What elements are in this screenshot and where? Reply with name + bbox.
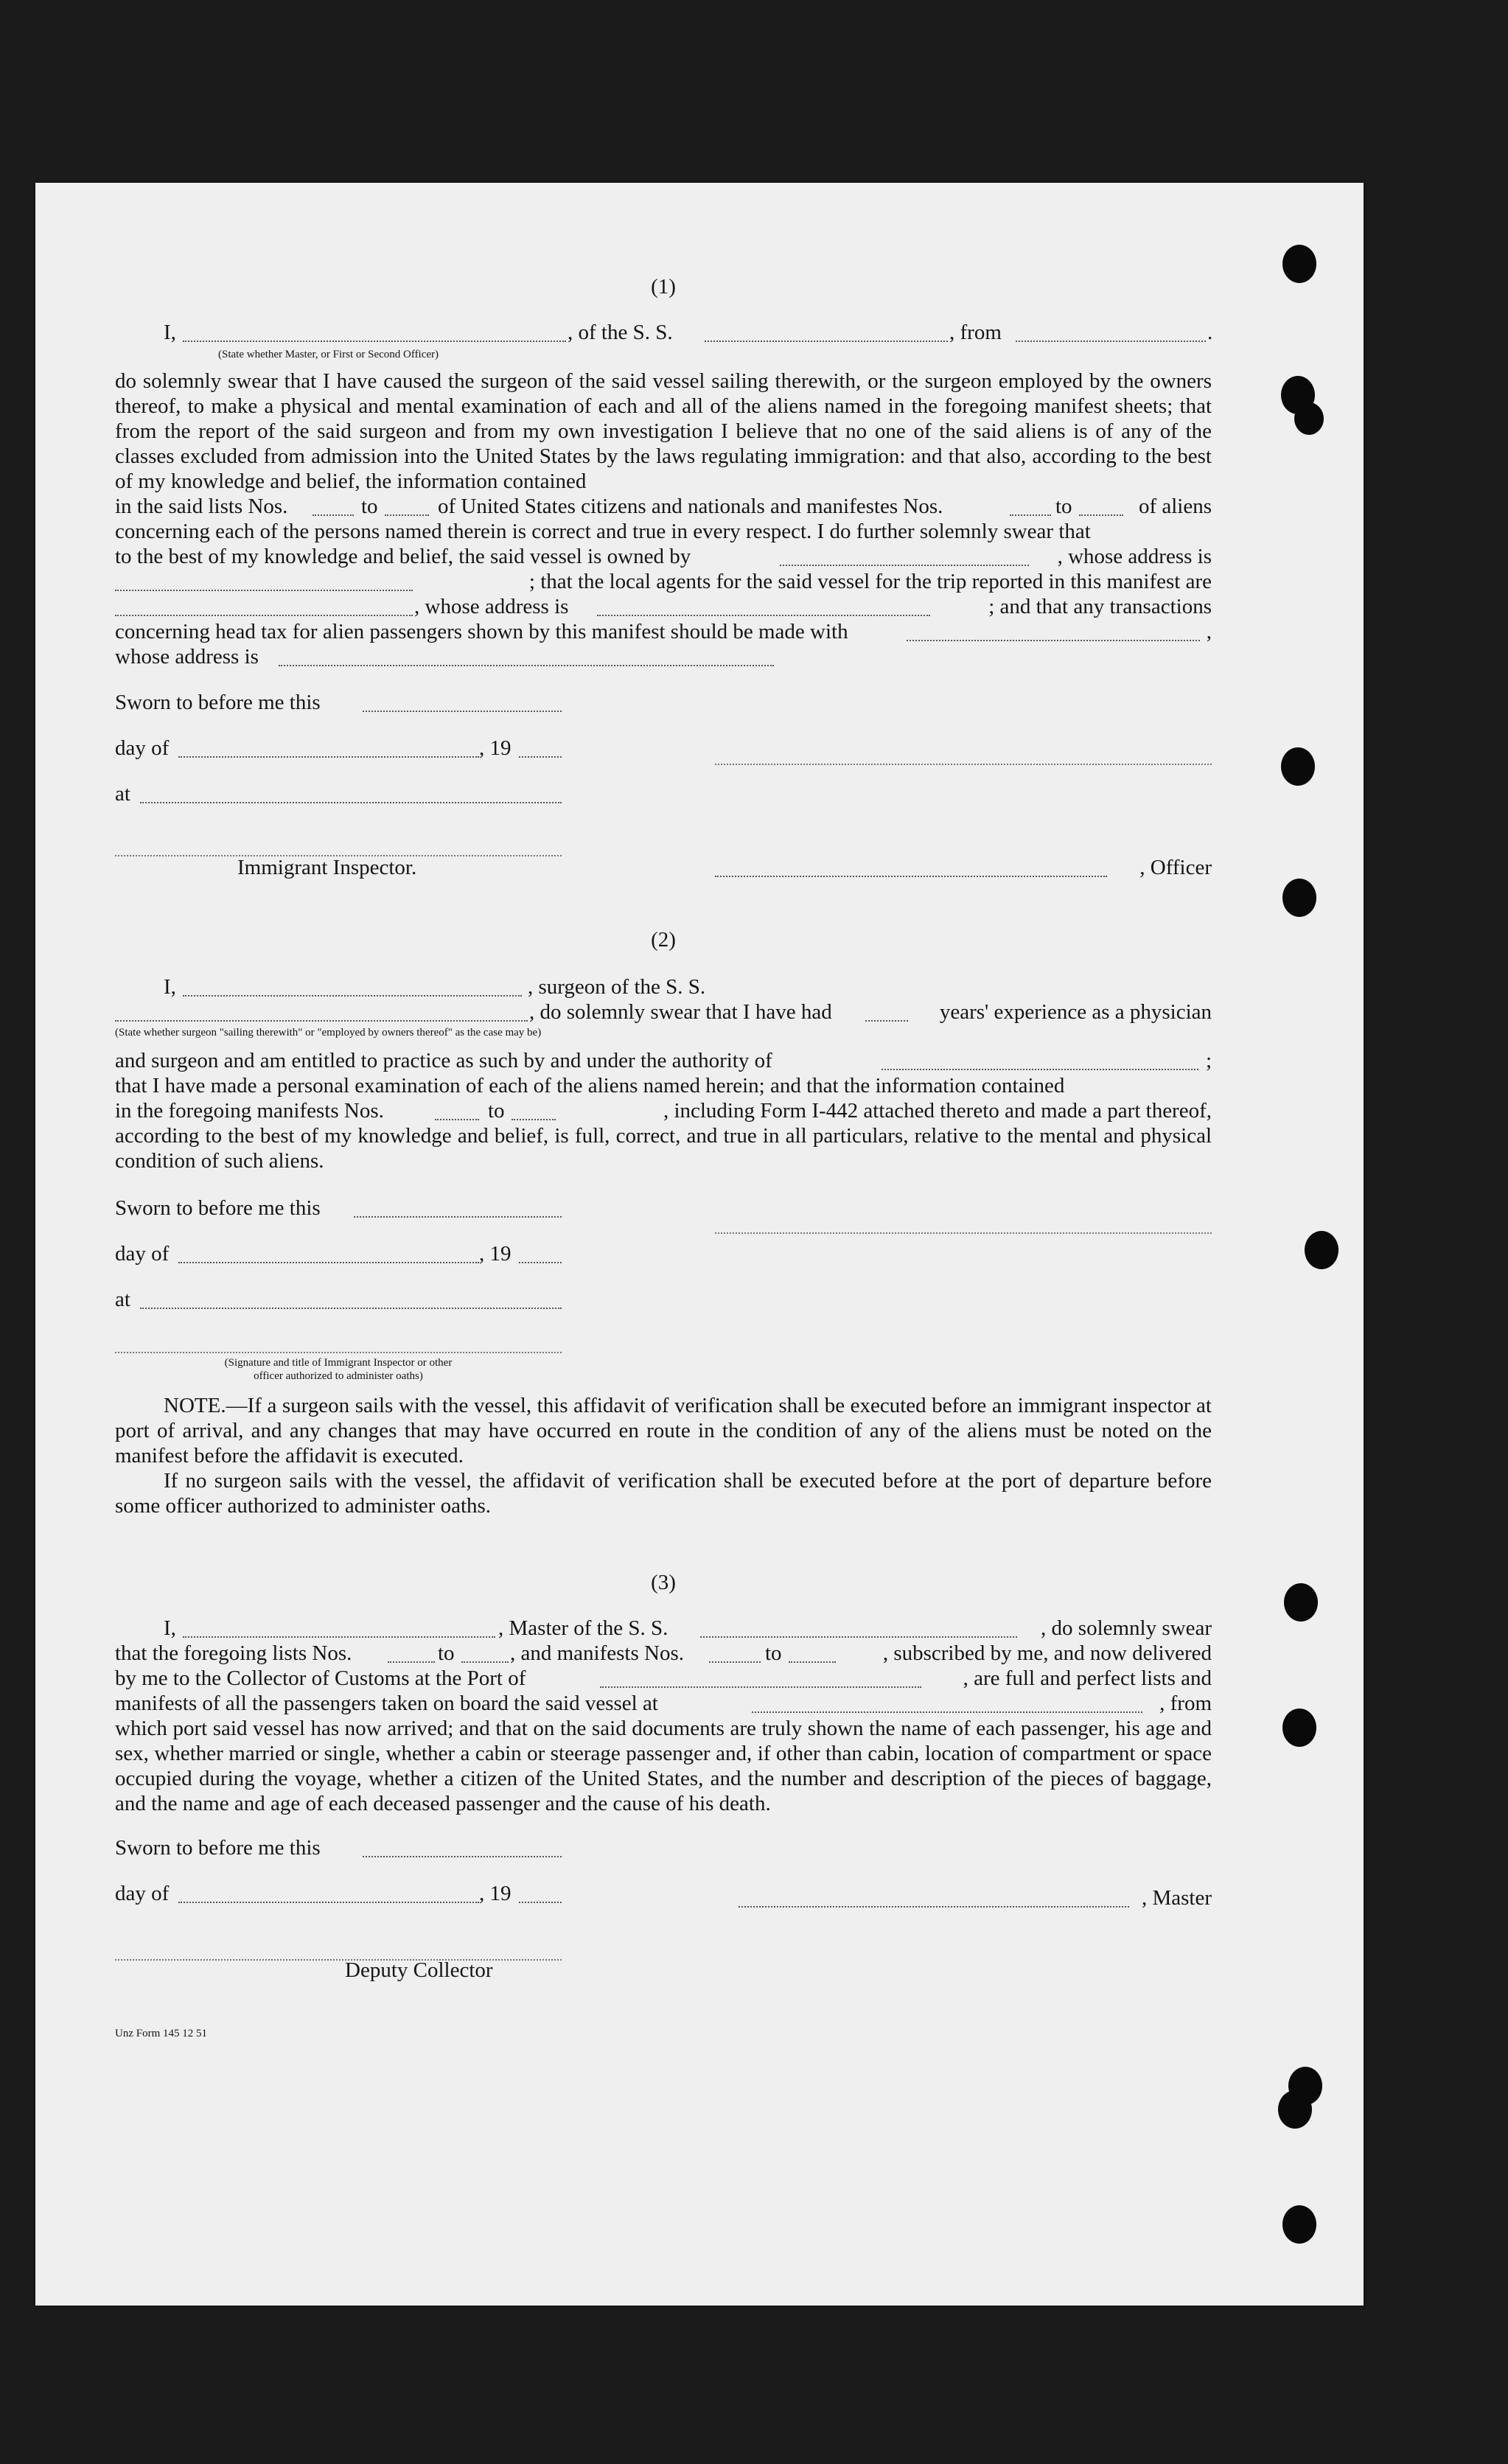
sworn-date-field[interactable] bbox=[354, 1198, 562, 1218]
owner-address-field[interactable] bbox=[115, 572, 413, 591]
text-in-lists: in the said lists Nos. bbox=[115, 495, 288, 518]
text-owned-by: to the best of my knowledge and belief, the said vessel is owned by bbox=[115, 545, 691, 568]
text-including: , including Form I-442 attached thereto and made a part thereof, bbox=[663, 1099, 1212, 1123]
list-from-field[interactable] bbox=[313, 497, 354, 516]
form-number: Unz Form 145 12 51 bbox=[115, 2028, 207, 2039]
vessel-name-field[interactable] bbox=[700, 1619, 1017, 1638]
master-name-field[interactable] bbox=[183, 1619, 495, 1638]
officer-signature-line[interactable] bbox=[715, 764, 1212, 765]
sworn-date-field[interactable] bbox=[363, 693, 562, 712]
punch-hole bbox=[1305, 1231, 1338, 1269]
month-field[interactable] bbox=[178, 1884, 479, 1903]
semicolon: ; bbox=[1205, 1049, 1212, 1072]
text-swear-had: , do solemnly swear that I have had bbox=[529, 1000, 832, 1024]
contact-address-field[interactable] bbox=[279, 647, 774, 666]
text-solemnly: , do solemnly swear bbox=[1041, 1616, 1212, 1640]
year-field[interactable] bbox=[519, 739, 562, 758]
period: . bbox=[1207, 321, 1213, 344]
text-by-me: by me to the Collector of Customs at the Port of bbox=[115, 1666, 526, 1690]
section-1-number: (1) bbox=[651, 275, 676, 299]
section-3-body: which port said vessel has now arrived; and that on the said documents are truly shown the name of each passenger, his age and sex, whether married or single, whether a cabin or steerage passenger and, if other than cabin, location of compartment or space occupied during the voyage, whether a citizen of the United States, and the number and description of the pieces of baggage, and the name and age of each deceased passenger and the cause of his death. bbox=[115, 1717, 1212, 1815]
collector-signature-line[interactable] bbox=[115, 1959, 562, 1961]
text-sworn: Sworn to before me this bbox=[115, 1196, 321, 1220]
surgeon-vessel-field[interactable] bbox=[115, 1002, 528, 1022]
agents-field[interactable] bbox=[115, 597, 413, 616]
year-field[interactable] bbox=[519, 1884, 562, 1903]
punch-hole bbox=[1281, 747, 1315, 786]
text-at: at bbox=[115, 1288, 130, 1311]
from-port-field[interactable] bbox=[1016, 323, 1206, 342]
no-surgeon-paragraph: If no surgeon sails with the vessel, the affidavit of verification shall be executed before at the port of departure before some officer authorized to administer oaths. bbox=[115, 1469, 1212, 1518]
text-full-perfect: , are full and perfect lists and bbox=[963, 1666, 1212, 1690]
text-to: to bbox=[488, 1099, 505, 1123]
signature-note-1: (Signature and title of Immigrant Inspector or other bbox=[224, 1357, 453, 1369]
comma: , bbox=[1206, 620, 1212, 643]
text-of-ss: , of the S. S. bbox=[568, 321, 673, 344]
manifest-from-field[interactable] bbox=[435, 1101, 479, 1120]
owner-field[interactable] bbox=[780, 547, 1029, 566]
text-i: I, bbox=[164, 975, 176, 999]
text-whose-address: whose address is bbox=[115, 645, 259, 669]
list-to-field[interactable] bbox=[461, 1644, 509, 1663]
manifest-to-field[interactable] bbox=[1079, 497, 1123, 516]
text-master-of: , Master of the S. S. bbox=[498, 1616, 669, 1640]
punch-hole bbox=[1284, 1583, 1318, 1622]
sworn-date-field[interactable] bbox=[363, 1838, 562, 1857]
officer-rank-field[interactable] bbox=[183, 323, 566, 342]
port-field[interactable] bbox=[600, 1669, 921, 1688]
punch-hole bbox=[1282, 1709, 1316, 1747]
head-tax-contact-field[interactable] bbox=[907, 622, 1200, 641]
text-year-prefix: , 19 bbox=[479, 1242, 512, 1266]
text-manifests-all: manifests of all the passengers taken on board the said vessel at bbox=[115, 1692, 658, 1715]
section-2-number: (2) bbox=[651, 928, 676, 952]
month-field[interactable] bbox=[178, 739, 479, 758]
text-to: to bbox=[438, 1641, 455, 1665]
text-whose-address: , whose address is bbox=[1057, 545, 1212, 568]
text-local-agents: ; that the local agents for the said vessel for the trip reported in this manifest are bbox=[528, 570, 1212, 593]
form-sheet bbox=[35, 183, 1364, 2306]
text-to: to bbox=[361, 495, 378, 518]
text-of-us: of United States citizens and nationals and manifestes Nos. bbox=[438, 495, 943, 518]
officer-signature-line[interactable] bbox=[115, 1352, 562, 1353]
text-whose-address: , whose address is bbox=[414, 595, 569, 618]
vessel-name-field[interactable] bbox=[705, 323, 948, 342]
surgeon-signature-line[interactable] bbox=[715, 1232, 1212, 1234]
text-immigrant-inspector: Immigrant Inspector. bbox=[237, 856, 417, 879]
text-sworn: Sworn to before me this bbox=[115, 1836, 321, 1860]
text-deputy-collector: Deputy Collector bbox=[345, 1958, 493, 1982]
years-field[interactable] bbox=[865, 1002, 908, 1022]
text-day-of: day of bbox=[115, 1242, 170, 1266]
manifest-from-field[interactable] bbox=[709, 1644, 761, 1663]
text-authority: and surgeon and am entitled to practice as such by and under the authority of bbox=[115, 1049, 772, 1072]
text-head-tax: concerning head tax for alien passengers shown by this manifest should be made with bbox=[115, 620, 848, 643]
year-field[interactable] bbox=[519, 1244, 562, 1263]
text-to: to bbox=[765, 1641, 782, 1665]
location-field[interactable] bbox=[140, 1290, 562, 1309]
text-master: , Master bbox=[1141, 1886, 1212, 1910]
embarkation-port-field[interactable] bbox=[752, 1694, 1142, 1713]
text-and-manifests: , and manifests Nos. bbox=[510, 1641, 684, 1665]
text-to: to bbox=[1055, 495, 1072, 518]
text-from: , from bbox=[949, 321, 1002, 344]
text-from: , from bbox=[1159, 1692, 1212, 1715]
manifest-to-field[interactable] bbox=[789, 1644, 836, 1663]
manifest-to-field[interactable] bbox=[512, 1101, 556, 1120]
text-of-aliens: of aliens bbox=[1138, 495, 1212, 518]
agents-address-field[interactable] bbox=[597, 597, 930, 616]
section-2-body: according to the best of my knowledge and belief, is full, correct, and true in all particulars, relative to the mental and physical condition of such aliens. bbox=[115, 1124, 1212, 1173]
text-surgeon-of: , surgeon of the S. S. bbox=[528, 975, 706, 999]
punch-hole bbox=[1282, 245, 1316, 283]
text-years-experience: years' experience as a physician bbox=[939, 1000, 1212, 1024]
text-at: at bbox=[115, 782, 130, 806]
authority-field[interactable] bbox=[882, 1051, 1198, 1070]
rank-note: (State whether Master, or First or Second Officer) bbox=[218, 349, 439, 360]
concerning-line: concerning each of the persons named therein is correct and true in every respect. I do further solemnly swear that bbox=[115, 520, 1091, 543]
surgeon-note: (State whether surgeon "sailing therewith" or "employed by owners thereof" as the case may be) bbox=[115, 1027, 542, 1039]
text-day-of: day of bbox=[115, 736, 170, 760]
text-day-of: day of bbox=[115, 1882, 170, 1905]
signature-note-2: officer authorized to administer oaths) bbox=[254, 1370, 423, 1382]
text-i: I, bbox=[164, 321, 176, 344]
text-year-prefix: , 19 bbox=[479, 1882, 512, 1905]
location-field[interactable] bbox=[140, 784, 562, 803]
text-officer: , Officer bbox=[1139, 856, 1212, 879]
section-1-body: do solemnly swear that I have caused the surgeon of the said vessel sailing therewith, or the surgeon employed by the owners thereof, to make a physical and mental examination of each and all of the aliens named in the foregoing manifest sheets; that from the report of the said surgeon and from my own investigation I believe that no one of the said aliens is of any of the classes excluded from admission into the United States by the laws regulating immigration: and that also, according to the best of my knowledge and belief, the information contained bbox=[115, 369, 1212, 493]
officer-name-field[interactable] bbox=[715, 858, 1107, 877]
punch-hole bbox=[1278, 2090, 1312, 2129]
manifest-from-field[interactable] bbox=[1010, 497, 1051, 516]
punch-hole bbox=[1282, 879, 1316, 917]
text-i: I, bbox=[164, 1616, 176, 1640]
note-paragraph: NOTE.—If a surgeon sails with the vessel, this affidavit of verification shall be executed before an immigrant inspector at port of arrival, and any changes that may have occurred en route in the condition of any of the aliens must be noted on the manifest before the affidavit is executed. bbox=[115, 1394, 1212, 1467]
punch-hole bbox=[1282, 2205, 1316, 2244]
surgeon-name-field[interactable] bbox=[183, 977, 522, 997]
text-in-foregoing: in the foregoing manifests Nos. bbox=[115, 1099, 384, 1123]
text-subscribed: , subscribed by me, and now delivered bbox=[882, 1641, 1212, 1665]
punch-hole bbox=[1294, 402, 1324, 435]
month-field[interactable] bbox=[178, 1244, 479, 1263]
section-3-number: (3) bbox=[651, 1571, 676, 1594]
master-signature-field[interactable] bbox=[739, 1888, 1129, 1908]
text-foregoing-lists: that the foregoing lists Nos. bbox=[115, 1641, 352, 1665]
text-year-prefix: , 19 bbox=[479, 736, 512, 760]
examination-line: that I have made a personal examination of each of the aliens named herein; and that the information contained bbox=[115, 1074, 1065, 1097]
text-sworn: Sworn to before me this bbox=[115, 691, 321, 714]
text-transactions: ; and that any transactions bbox=[988, 595, 1212, 618]
list-from-field[interactable] bbox=[388, 1644, 435, 1663]
list-to-field[interactable] bbox=[385, 497, 429, 516]
